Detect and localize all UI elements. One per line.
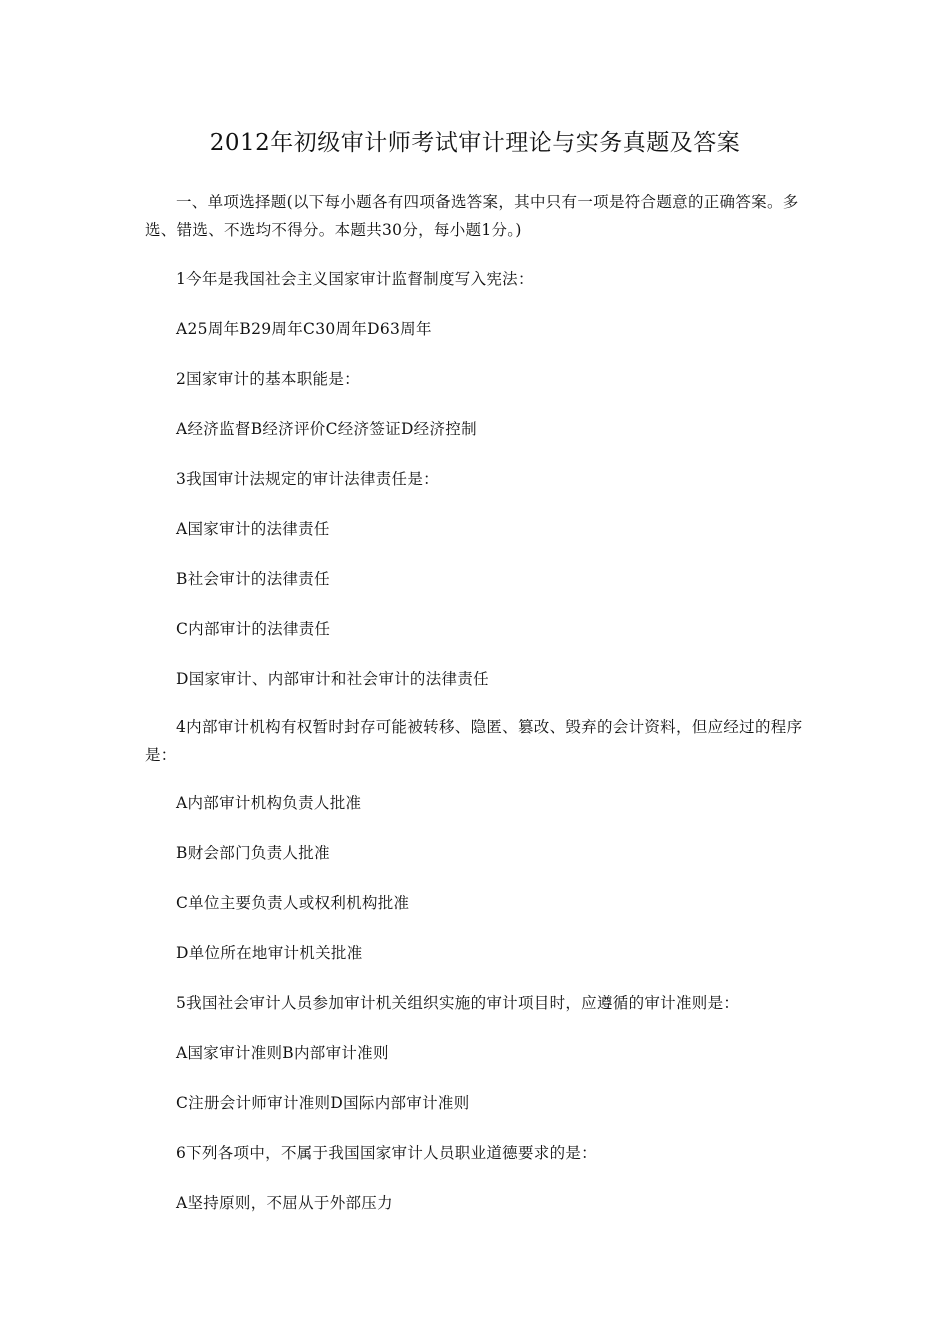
question-4-option-b: B财会部门负责人批准 — [176, 844, 330, 862]
question-2-options: A经济监督B经济评价C经济签证D经济控制 — [176, 420, 477, 438]
question-6-option-a: A坚持原则，不屈从于外部压力 — [176, 1194, 393, 1212]
question-5-options-ab: A国家审计准则B内部审计准则 — [176, 1044, 389, 1062]
question-6: 6下列各项中，不属于我国国家审计人员职业道德要求的是： — [176, 1144, 597, 1162]
question-3-option-a: A国家审计的法律责任 — [176, 520, 330, 538]
question-5: 5我国社会审计人员参加审计机关组织实施的审计项目时，应遵循的审计准则是： — [176, 994, 740, 1012]
question-4-option-c: C单位主要负责人或权利机构批准 — [176, 894, 410, 912]
question-3-option-c: C内部审计的法律责任 — [176, 620, 331, 638]
question-1-options: A25周年B29周年C30周年D63周年 — [176, 320, 432, 338]
question-5-options-cd: C注册会计师审计准则D国际内部审计准则 — [176, 1094, 470, 1112]
question-4-option-d: D单位所在地审计机关批准 — [176, 944, 363, 962]
question-3-option-b: B社会审计的法律责任 — [176, 570, 330, 588]
question-3: 3我国审计法规定的审计法律责任是： — [176, 470, 439, 488]
page-title: 2012年初级审计师考试审计理论与实务真题及答案 — [209, 130, 741, 156]
question-1: 1今年是我国社会主义国家审计监督制度写入宪法： — [176, 270, 534, 288]
question-3-option-d: D国家审计、内部审计和社会审计的法律责任 — [176, 670, 489, 688]
question-2: 2国家审计的基本职能是： — [176, 370, 360, 388]
question-4: 4内部审计机构有权暂时封存可能被转移、隐匿、篡改、毁弃的会计资料，但应经过的程序是： — [145, 718, 803, 764]
section-intro: 一、单项选择题(以下每小题各有四项备选答案，其中只有一项是符合题意的正确答案。多选、错选、不选均不得分。本题共30分，每小题1分。) — [145, 193, 799, 239]
question-4-option-a: A内部审计机构负责人批准 — [176, 794, 362, 812]
